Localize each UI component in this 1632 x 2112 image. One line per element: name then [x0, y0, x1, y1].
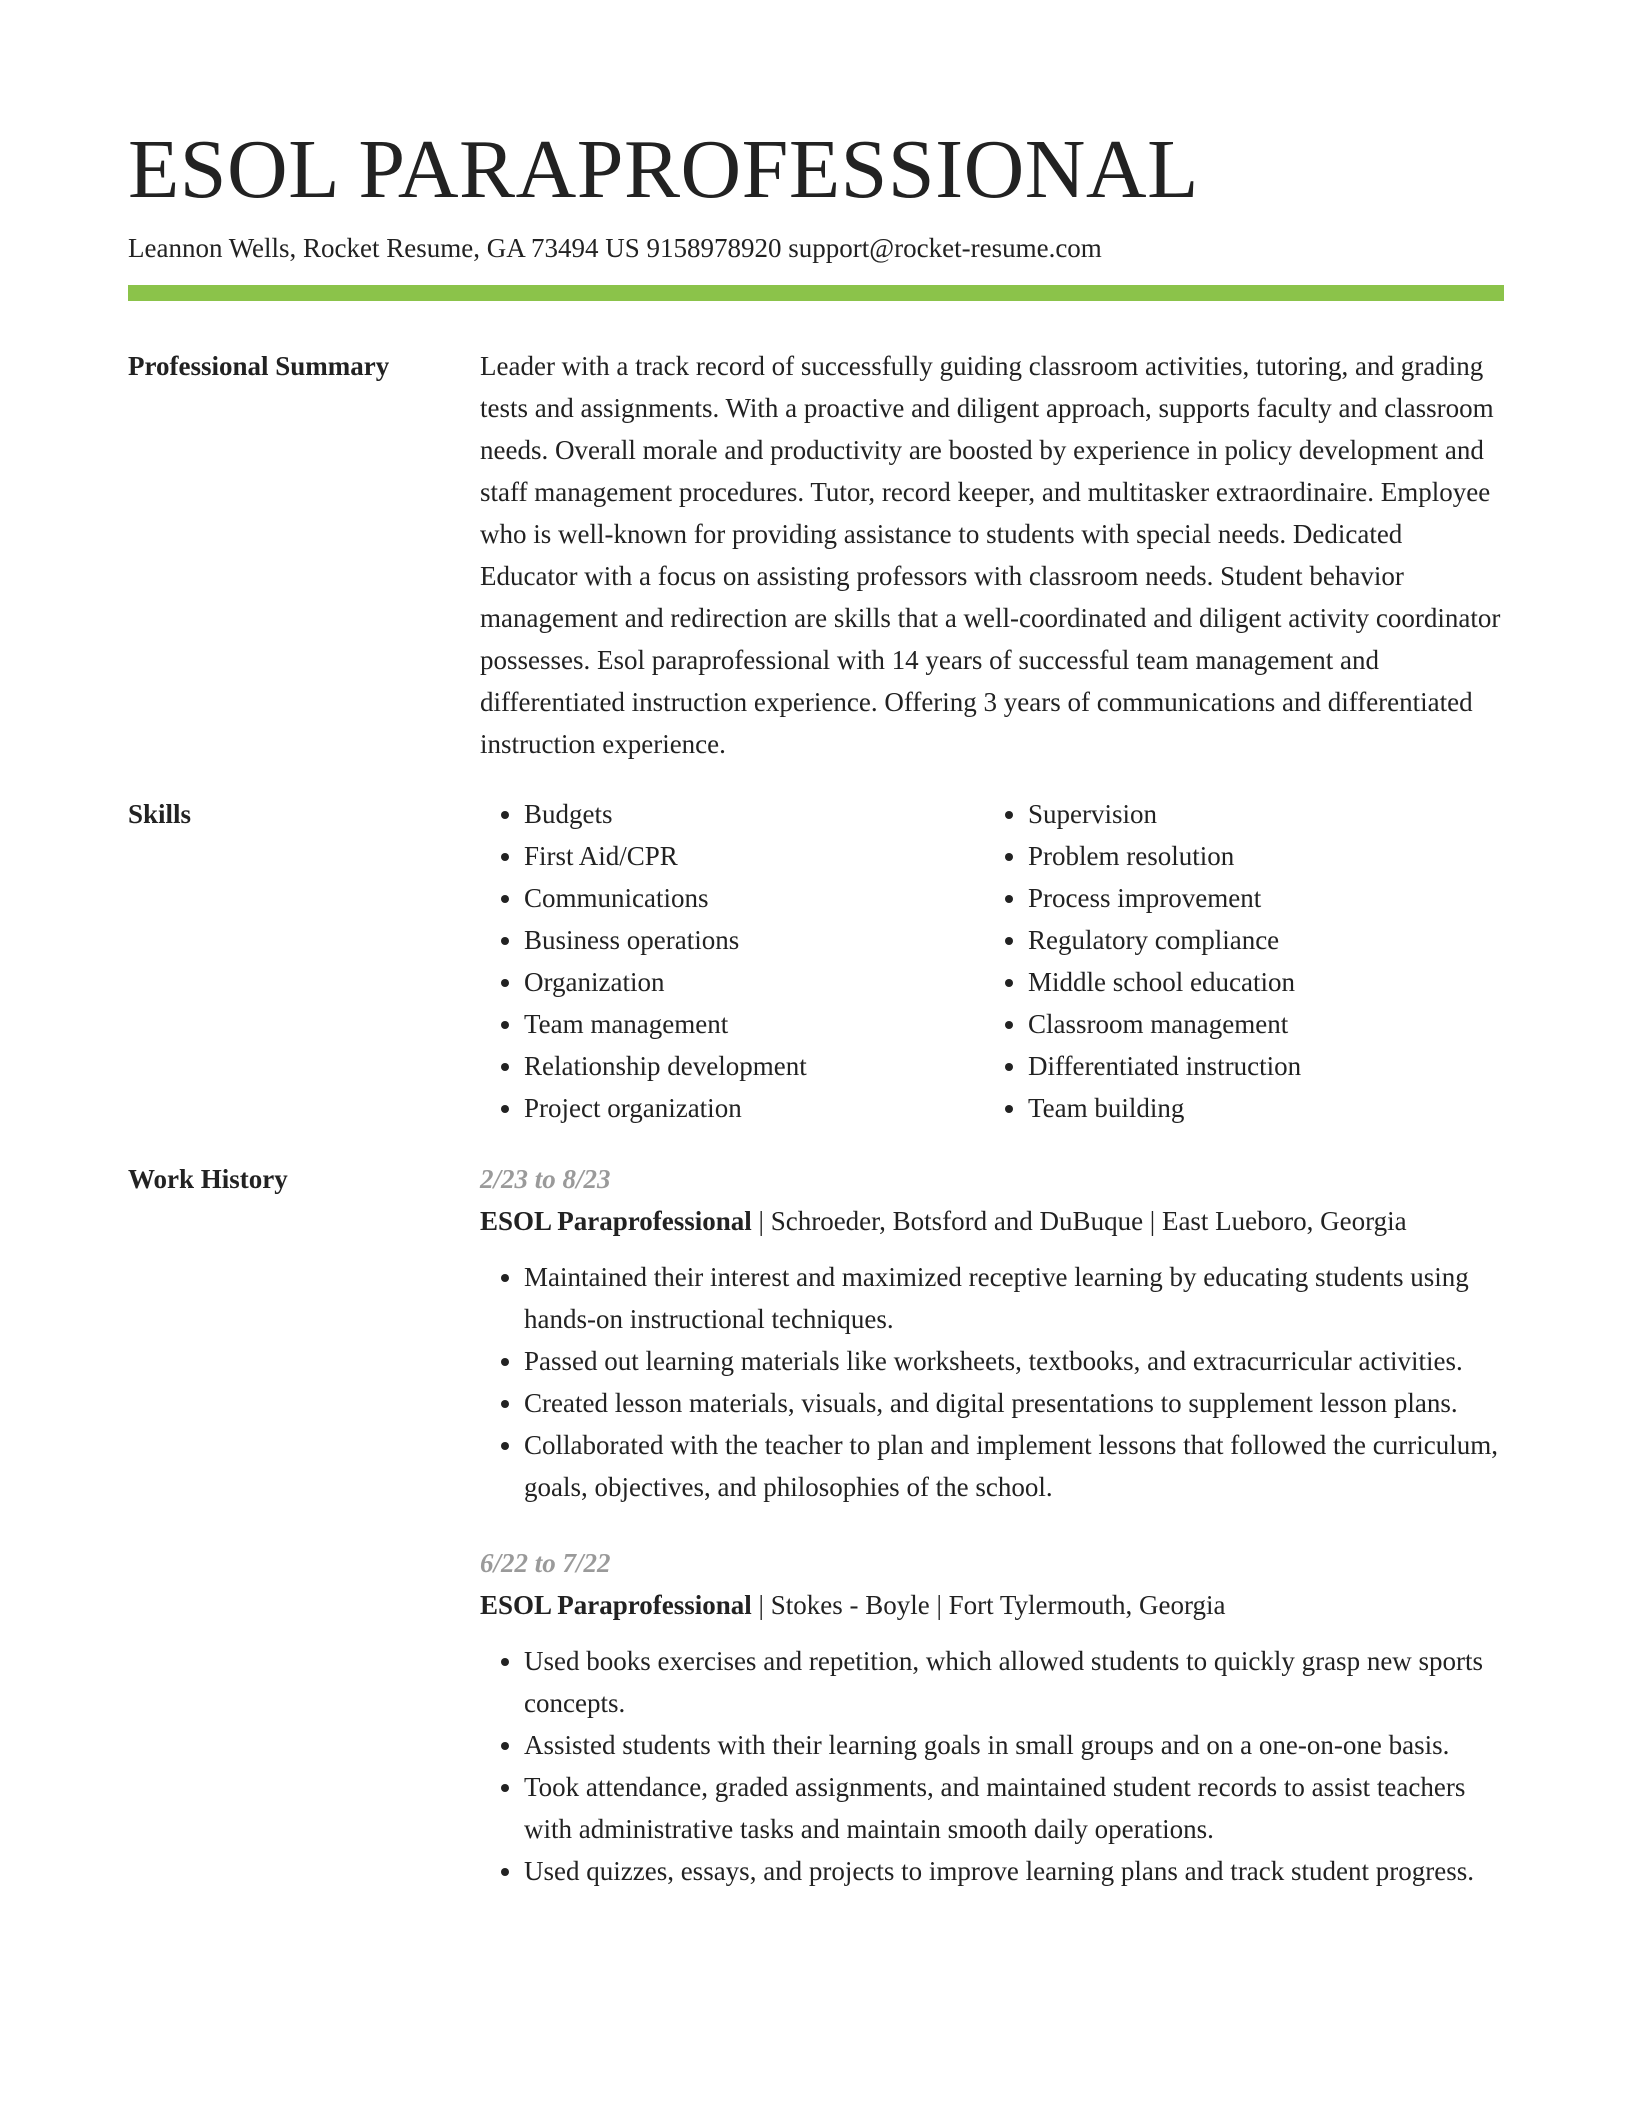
contact-email: support@rocket-resume.com [788, 233, 1102, 263]
job-heading-line [480, 1200, 1504, 1242]
accent-divider [128, 285, 1504, 301]
skill-item: • Supervision [1028, 793, 1488, 835]
job-dates: 6/22 to 7/22 [480, 1548, 611, 1578]
summary-heading: Professional Summary [128, 351, 390, 381]
skill-item: • Regulatory compliance [1028, 919, 1488, 961]
job-employer-location: | Stokes - Boyle | Fort Tylermouth, Georgia [751, 1590, 1226, 1620]
work-history-body [480, 1158, 1504, 1926]
skill-item: • Differentiated instruction [1028, 1045, 1488, 1087]
job-entry [480, 1158, 1504, 1508]
skill-item: • Project organization [524, 1087, 984, 1129]
skill-item: • Relationship development [524, 1045, 984, 1087]
job-bullet: • Passed out learning materials like worksheets, textbooks, and extracurricular activities. [524, 1340, 1504, 1382]
job-bullet: • Assisted students with their learning goals in small groups and on a one-on-one basis. [524, 1724, 1504, 1766]
skill-item: • Problem resolution [1028, 835, 1488, 877]
skill-item: • Business operations [524, 919, 984, 961]
skill-item: • First Aid/CPR [524, 835, 984, 877]
skill-item: • Team building [1028, 1087, 1488, 1129]
skills-body [480, 793, 1504, 1129]
job-bullet: • Used books exercises and repetition, which allowed students to quickly grasp new sports concepts. [524, 1640, 1504, 1724]
contact-line [128, 230, 1102, 266]
skills-list-left [480, 793, 984, 1129]
job-employer-location: | Schroeder, Botsford and DuBuque | East Lueboro, Georgia [751, 1206, 1407, 1236]
summary-body [480, 345, 1504, 765]
job-entry [480, 1542, 1504, 1892]
job-bullet: • Collaborated with the teacher to plan and implement lessons that followed the curriculum, goals, objectives, and philosophies of the school. [524, 1424, 1504, 1508]
job-heading-line [480, 1584, 1504, 1626]
job-bullet: • Created lesson materials, visuals, and digital presentations to supplement lesson plans. [524, 1382, 1504, 1424]
summary-text: Leader with a track record of successfully guiding classroom activities, tutoring, and grading tests and assignments. With a proactive and diligent approach, supports faculty and classroom needs. Overall morale and productivity are boosted by experience in policy development and staff management procedures. Tutor, record keeper, and multitasker extraordinaire. Employee who is well-known for providing assistance to students with special needs. Dedicated Educator with a focus on assisting professors with classroom needs. Student behavior management and redirection are skills that a well-coordinated and diligent activity coordinator possesses. Esol paraprofessional with 14 years of successful team management and differentiated instruction experience. Offering 3 years of communications and differentiated instruction experience. [480, 351, 1501, 759]
skill-item: • Organization [524, 961, 984, 1003]
job-bullet-list [480, 1256, 1504, 1508]
skill-item: • Process improvement [1028, 877, 1488, 919]
contact-name-address: Leannon Wells, Rocket Resume, GA 73494 US [128, 233, 640, 263]
work-history-heading: Work History [128, 1164, 288, 1194]
job-title: ESOL Paraprofessional [480, 1590, 752, 1620]
skill-item: • Communications [524, 877, 984, 919]
job-bullet-list [480, 1640, 1504, 1892]
skills-heading: Skills [128, 799, 192, 829]
skills-list-right [984, 793, 1488, 1129]
skill-item: • Budgets [524, 793, 984, 835]
job-bullet: • Used quizzes, essays, and projects to improve learning plans and track student progress. [524, 1850, 1504, 1892]
job-dates: 2/23 to 8/23 [480, 1164, 611, 1194]
job-bullet: • Took attendance, graded assignments, and maintained student records to assist teachers with administrative tasks and maintain smooth daily operations. [524, 1766, 1504, 1850]
skill-item: • Classroom management [1028, 1003, 1488, 1045]
resume-title: ESOL PARAPROFESSIONAL [128, 123, 1199, 216]
skill-item: • Middle school education [1028, 961, 1488, 1003]
job-title: ESOL Paraprofessional [480, 1206, 752, 1236]
contact-phone: 9158978920 [646, 233, 782, 263]
skills-columns [480, 793, 1504, 1129]
skill-item: • Team management [524, 1003, 984, 1045]
job-bullet: • Maintained their interest and maximized receptive learning by educating students using hands-on instructional techniques. [524, 1256, 1504, 1340]
